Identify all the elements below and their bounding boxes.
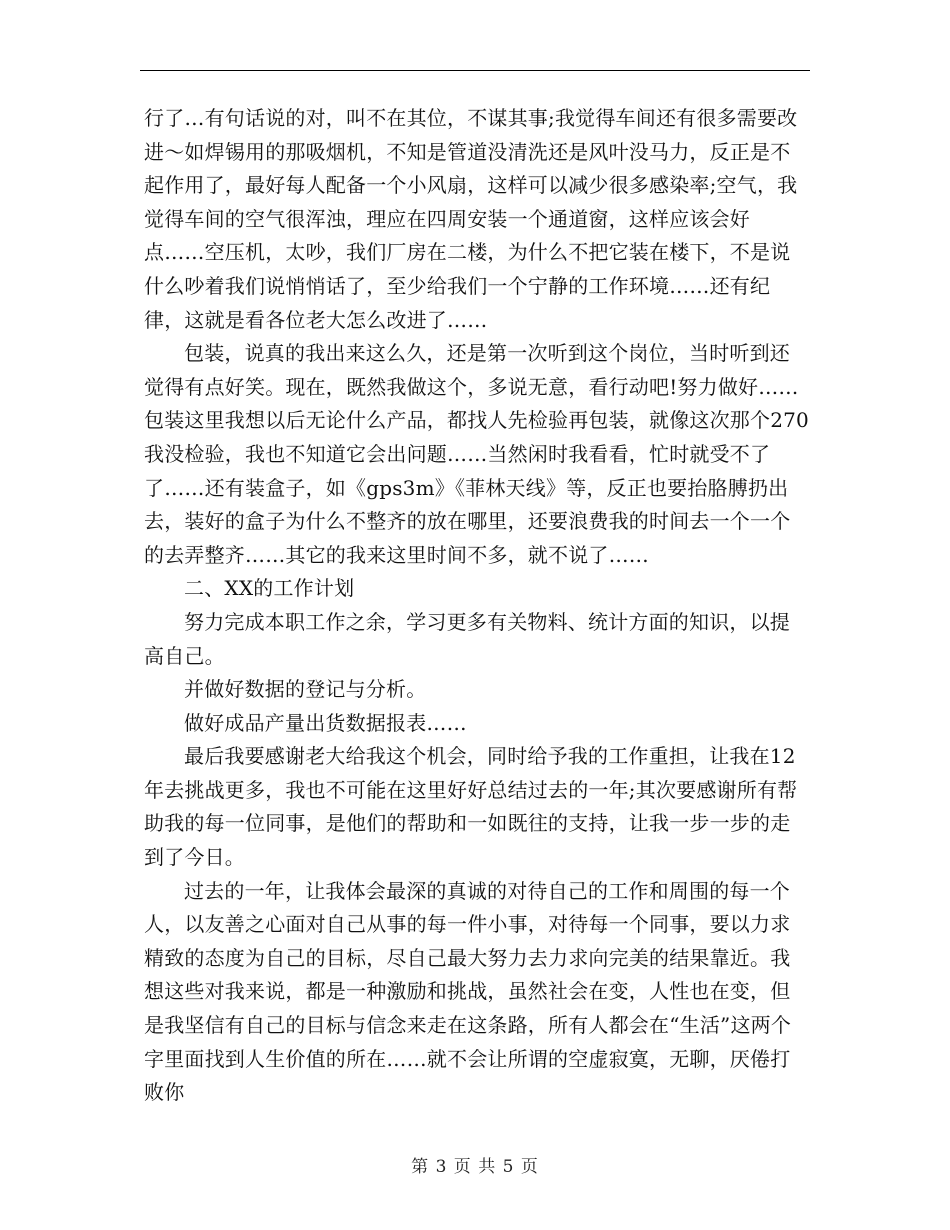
document-body [144,102,810,1110]
paragraph: 过去的一年，让我体会最深的真诚的对待自己的工作和周围的每一个人，以友善之心面对自己从事的每一件小事，对待每一个同事，要以力求精致的态度为自己的目标，尽自己最大努力去力求向完美的结果靠近。我想这些对我来说，都是一种激励和挑战，虽然社会在变，人性也在变，但是我坚信有自己的目标与信念来走在这条路，所有人都会在“生活”这两个字里面找到人生价值的所在……就不会让所谓的空虚寂寞，无聊，厌倦打败你 [144,878,792,1105]
paragraph: 行了…有句话说的对，叫不在其位，不谋其事;我觉得车间还有很多需要改进～如焊锡用的那吸烟机，不知是管道没清洗还是风叶没马力，反正是不起作用了，最好每人配备一个小风扇，这样可以减少很多感染率;空气，我觉得车间的空气很浑浊，理应在四周安装一个通道窗，这样应该会好点……空压机，太吵，我们厂房在二楼，为什么不把它装在楼下，不是说什么吵着我们说悄悄话了，至少给我们一个宁静的工作环境……还有纪律，这就是看各位老大怎么改进了…… [144,106,798,332]
page-number-footer: 第 3 页 共 5 页 [411,1157,539,1177]
paragraph: 包装，说真的我出来这么久，还是第一次听到这个岗位，当时听到还觉得有点好笑。现在，既然我做这个，多说无意，看行动吧!努力做好……包装这里我想以后无论什么产品，都找人先检验再包装，就像这次那个270我没检验，我也不知道它会出问题……当然闲时我看看，忙时就受不了了……还有装盒子，如《gps3m》《菲林天线》等，反正也要抬胳膊扔出去，装好的盒子为什么不整齐的放在哪里，还要浪费我的时间去一个一个的去弄整齐……其它的我来这里时间不多，就不说了…… [144,341,809,567]
paragraph: 并做好数据的登记与分析。 [184,677,427,702]
paragraph: 努力完成本职工作之余，学习更多有关物料、统计方面的知识，以提高自己。 [144,609,790,668]
section-heading: 二、XX的工作计划 [184,576,355,601]
header-rule [140,70,810,71]
paragraph: 做好成品产量出货数据报表…… [184,710,467,735]
paragraph: 最后我要感谢老大给我这个机会，同时给予我的工作重担，让我在12年去挑战更多，我也不可能在这里好好总结过去的一年;其次要感谢所有帮助我的每一位同事，是他们的帮助和一如既往的支持，让我一步一步的走到了今日。 [144,744,798,870]
